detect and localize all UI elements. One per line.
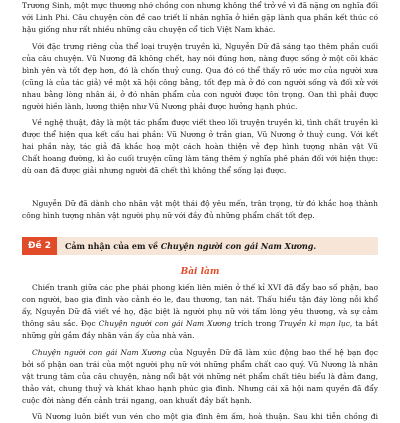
text-run: , ta bắt [349, 319, 378, 328]
collection-title: Truyền kì mạn lục [279, 319, 350, 328]
text-run: của Nguyễn Dữ đã làm xúc động bao thế hệ bạn đọc [166, 348, 378, 357]
text-line: cuộc đời nàng đến cảnh trái ngang, oan khuất đầy bất hạnh. [22, 396, 252, 405]
text-line: nhau bằng lòng nhân ái, ở đó nhân phẩm của con người được tôn trọng. Oan thì phải được [22, 90, 378, 99]
text-run: trích trong [231, 319, 280, 328]
work-title: Chuyện người con gái Nam Xương [32, 348, 167, 357]
text-line [22, 318, 378, 330]
text-line: thảo vát, chung thuỷ và khát khao hạnh phúc gia đình. Nhưng cái xã hội nam quyền đã đẩy [22, 384, 378, 393]
text-line: hai phần này, tác giả đã khắc hoạ một cách hoàn thiện vẻ đẹp hình tượng nhân vật Vũ [22, 142, 378, 151]
text-line: (cũng là của tác giả) về một xã hội công bằng, tốt đẹp mà ở đó con người sống và đối xử với [22, 78, 378, 87]
text-line: Với đặc trưng riêng của thể loại truyện truyền kì, Nguyễn Dữ đã sáng tạo thêm phần cuối [32, 42, 378, 51]
text-line: với Linh Phi. Câu chuyện còn đề cao triết lí nhân nghĩa ở hiền gặp lành qua phần kết thúc có [22, 13, 378, 22]
text-line: Vũ Nương luôn biết vun vén cho một gia đình êm ấm, hoà thuận. Sau khi tiễn chồng đi [32, 412, 378, 421]
text-line: những gửi gắm đầy nhân văn ấy của nhà văn. [22, 331, 195, 340]
text-line: người hiền lành, lương thiện như Vũ Nương phải được hưởng hạnh phúc. [22, 102, 298, 111]
text-line: Trương Sinh, một mực thương nhớ chồng con nhưng không thể trở về vì đã nặng ơn nghĩa đối [22, 1, 378, 10]
exercise-prompt [65, 237, 316, 255]
text-line: vật trung tâm của câu chuyện, nàng nổi bật với những nét phẩm chất tiêu biểu là đảm đang, [22, 372, 378, 381]
text-run: thông sâu sắc. Đọc [22, 319, 99, 328]
exercise-badge: Đề 2 [22, 237, 57, 255]
text-line: công hình tượng nhân vật người phụ nữ với đầy đủ những phẩm chất tốt đẹp. [22, 211, 315, 220]
work-title: Chuyện người con gái Nam Xương [98, 319, 232, 328]
text-line: con người, bao gia đình vào cảnh éo le, đau thương, tan nát. Thấu hiểu tận đáy lòng nỗi khổ [22, 295, 378, 304]
text-line [32, 347, 378, 359]
answer-heading: Bài làm [180, 267, 220, 277]
text-line: hậu giống như rất nhiều những câu chuyện cổ tích Việt Nam khác. [22, 25, 276, 34]
text-line: dù oan đã được giải nhưng người đã chết thì không thể sống lại được. [22, 166, 287, 175]
text-line: của câu chuyện. Vũ Nương đã không chết, hay nói đúng hơn, nàng được sống ở một cõi khác [22, 54, 378, 63]
text-line: Chiến tranh giữa các phe phái phong kiến liên miên ở thế kỉ XVI đã đẩy bao số phận, bao [32, 283, 378, 292]
exercise-prompt-suffix: . [313, 241, 317, 251]
exercise-prompt-prefix: Cảm nhận của em về [65, 241, 161, 251]
text-line: bởi số phận oan trái của một người phụ nữ với những phẩm chất cao quý. Vũ Nương là nhân [22, 360, 378, 369]
text-line: Chất hoang đường, kì ảo cuối truyện cũng làm tăng thêm ý nghĩa phê phán đối với hiện thực: [22, 154, 378, 163]
exercise-work-title: Chuyện người con gái Nam Xương [160, 241, 314, 251]
text-line: ấy, Nguyễn Dữ đã viết về họ, đặc biệt là người phụ nữ với tấm lòng yêu thương, và sự cảm [22, 307, 378, 316]
exercise-heading [22, 237, 378, 255]
text-line: được thể hiện qua kết cấu hai phần: Vũ Nương ở trần gian, Vũ Nương ở thuỷ cung. Với kết [22, 130, 378, 139]
text-line: bình yên và tốt đẹp hơn, đó là chốn thuỷ cung. Qua đó có thể thấy rõ ước mơ của người xưa [22, 66, 378, 75]
text-line: Nguyễn Dữ đã dành cho nhân vật một thái độ yêu mến, trân trọng, từ đó khắc hoạ thành [32, 199, 378, 208]
text-line: Về nghệ thuật, đây là một tác phẩm được viết theo lối truyện truyền kì, tình chất truyền kì [32, 118, 378, 127]
